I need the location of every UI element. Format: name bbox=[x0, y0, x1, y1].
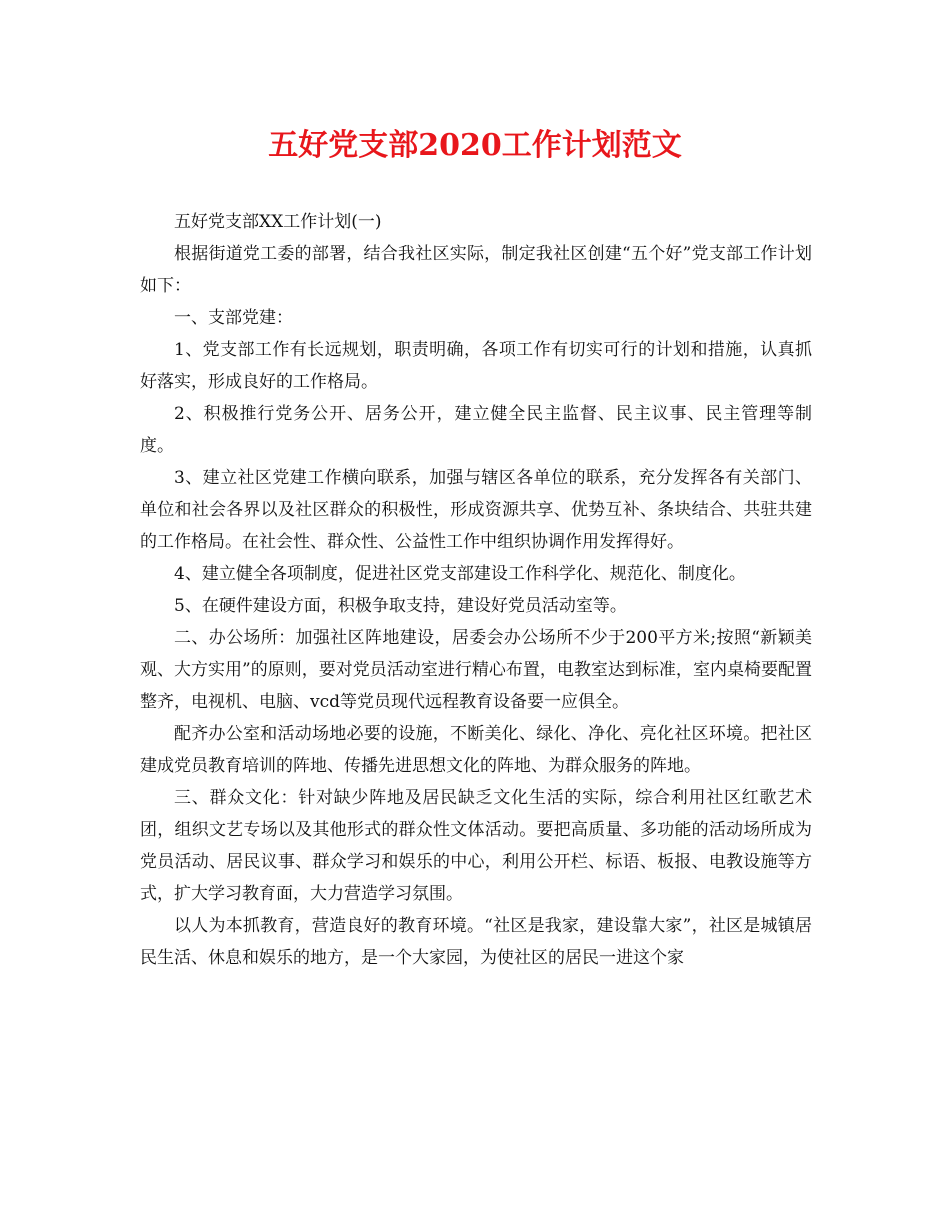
document-body bbox=[140, 206, 812, 974]
paragraph-education: 以人为本抓教育，营造良好的教育环境。“社区是我家，建设靠大家”，社区是城镇居民生活、休息和娱乐的地方，是一个大家园，为使社区的居民一进这个家 bbox=[140, 916, 812, 968]
section-office-space: 二、办公场所：加强社区阵地建设，居委会办公场所不少于200平方米;按照“新颖美观、大方实用”的原则，要对党员活动室进行精心布置，电教室达到标准，室内桌椅要配置整齐，电视机、电脑、vcd等党员现代远程教育设备要一应俱全。 bbox=[140, 628, 812, 712]
paragraph-item-2: 2、积极推行党务公开、居务公开，建立健全民主监督、民主议事、民主管理等制度。 bbox=[140, 404, 812, 456]
paragraph-item-3: 3、建立社区党建工作横向联系，加强与辖区各单位的联系，充分发挥各有关部门、单位和社会各界以及社区群众的积极性，形成资源共享、优势互补、条块结合、共驻共建的工作格局。在社会性、群众性、公益性工作中组织协调作用发挥得好。 bbox=[140, 468, 812, 552]
paragraph-intro: 根据街道党工委的部署，结合我社区实际，制定我社区创建“五个好”党支部工作计划如下： bbox=[140, 244, 812, 296]
paragraph-item-1: 1、党支部工作有长远规划，职责明确，各项工作有切实可行的计划和措施，认真抓好落实，形成良好的工作格局。 bbox=[140, 340, 812, 392]
paragraph-subtitle: 五好党支部XX工作计划(一) bbox=[174, 212, 382, 232]
paragraph-item-5: 5、在硬件建设方面，积极争取支持，建设好党员活动室等。 bbox=[174, 596, 627, 616]
paragraph-facilities: 配齐办公室和活动场地必要的设施，不断美化、绿化、净化、亮化社区环境。把社区建成党员教育培训的阵地、传播先进思想文化的阵地、为群众服务的阵地。 bbox=[140, 724, 812, 776]
paragraph-item-4: 4、建立健全各项制度，促进社区党支部建设工作科学化、规范化、制度化。 bbox=[174, 564, 746, 584]
document-title: 五好党支部2020工作计划范文 bbox=[268, 128, 682, 163]
section-mass-culture: 三、群众文化：针对缺少阵地及居民缺乏文化生活的实际，综合利用社区红歌艺术团，组织文艺专场以及其他形式的群众性文体活动。要把高质量、多功能的活动场所成为党员活动、居民议事、群众学习和娱乐的中心，利用公开栏、标语、板报、电教设施等方式，扩大学习教育面，大力营造学习氛围。 bbox=[140, 788, 812, 904]
section-heading-party-building: 一、支部党建： bbox=[174, 308, 293, 328]
